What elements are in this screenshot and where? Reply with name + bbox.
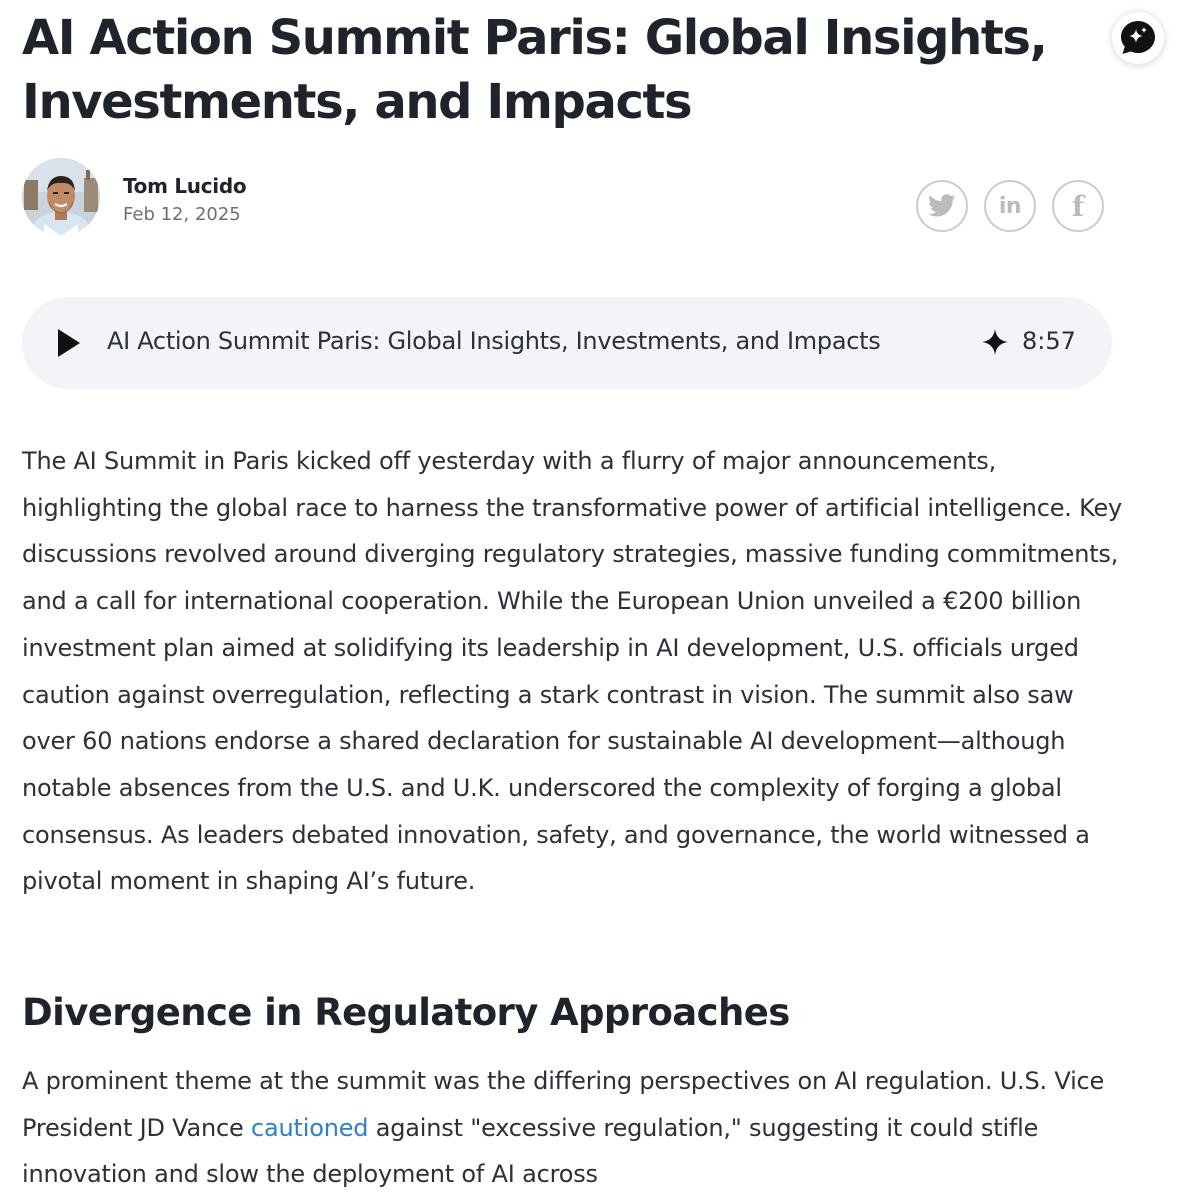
author-avatar[interactable] [22, 158, 100, 236]
play-icon[interactable] [56, 327, 82, 359]
avatar-photo [22, 158, 100, 236]
sparkle-icon [982, 329, 1008, 355]
article-title: AI Action Summit Paris: Global Insights, Investments, and Impacts [22, 10, 1047, 130]
audio-player [22, 297, 1112, 389]
share-twitter-button[interactable] [916, 180, 968, 232]
linkedin-icon: in [998, 193, 1022, 219]
audio-title: AI Action Summit Paris: Global Insights, Investments, and Impacts [107, 327, 881, 355]
audio-duration: 8:57 [1022, 327, 1076, 355]
chat-button[interactable] [1112, 12, 1164, 64]
chat-sparkle-icon [1118, 18, 1158, 58]
facebook-icon: f [1071, 189, 1085, 223]
section-paragraph [22, 1058, 1132, 1198]
twitter-icon [928, 194, 956, 218]
paragraph-text: against "excessive regulation," suggesting it could stifle innovation and slow the deployment of AI across [22, 1113, 1039, 1189]
cautioned-link[interactable]: cautioned [251, 1113, 369, 1142]
author-row [22, 158, 1132, 238]
publish-date: Feb 12, 2025 [123, 204, 241, 225]
paragraph-text: A prominent theme at the summit was the differing perspectives on AI regulation. U.S. Vice President JD Vance [22, 1067, 1105, 1142]
share-facebook-button[interactable] [1052, 180, 1104, 232]
section-heading: Divergence in Regulatory Approaches [22, 991, 790, 1034]
share-linkedin-button[interactable] [984, 180, 1036, 232]
intro-paragraph: The AI Summit in Paris kicked off yesterday with a flurry of major announcements, highlighting the global race to harness the transformative power of artificial intelligence. Key discussions revolved around diverging regulatory strategies, massive funding commitments, and a call for international cooperation. While the European Union unveiled a €200 billion investment plan aimed at solidifying its leadership in AI development, U.S. officials urged caution against overregulation, reflecting a stark contrast in vision. The summit also saw over 60 nations endorse a shared declaration for sustainable AI development—although notable absences from the U.S. and U.K. underscored the complexity of forging a global consensus. As leaders debated innovation, safety, and governance, the world witnessed a pivotal moment in shaping AI’s future. [22, 447, 1123, 896]
author-name[interactable]: Tom Lucido [123, 174, 247, 198]
